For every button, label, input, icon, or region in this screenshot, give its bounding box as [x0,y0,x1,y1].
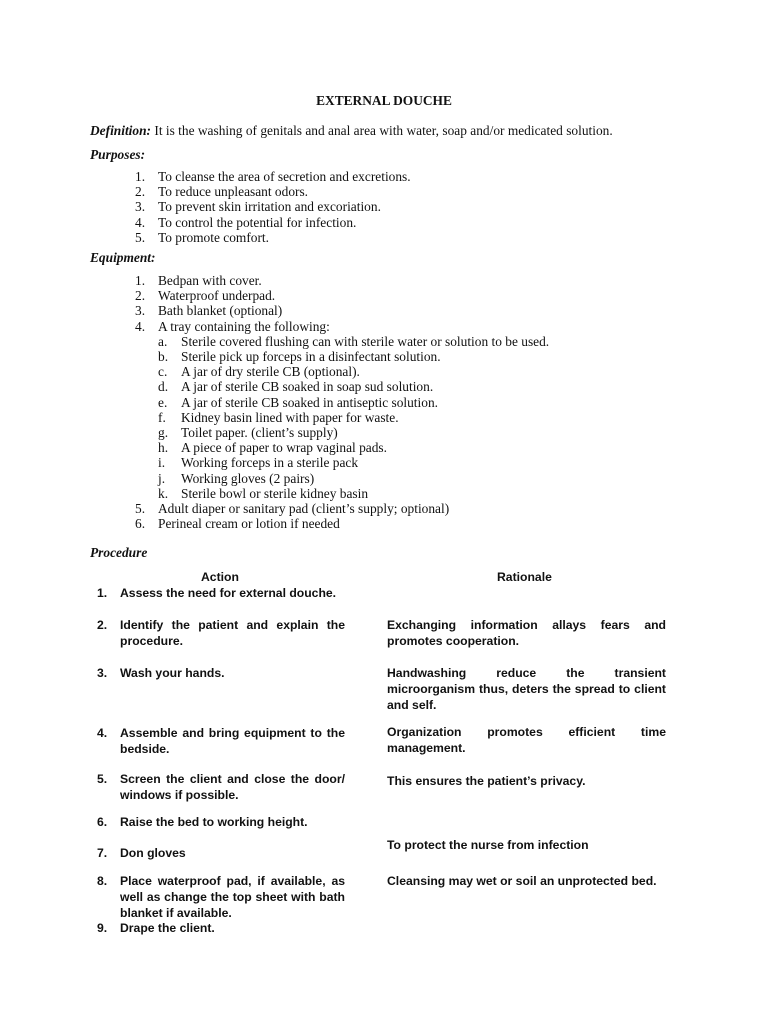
step-action-text: Place waterproof pad, if available, as well as change the top sheet with bath blanket if available. [120,874,345,920]
list-item [135,516,549,531]
step-action [97,585,345,601]
list-item [135,273,549,288]
item-number: 5. [135,501,146,517]
step-action-text: Wash your hands. [120,666,225,680]
list-item [158,455,549,470]
action-column-header: Action [201,570,239,584]
item-text: A jar of dry sterile CB (optional). [181,364,360,380]
step-action [97,920,345,936]
definition-paragraph [90,123,710,138]
step-rationale: To protect the nurse from infection [387,838,589,852]
item-text: To control the potential for infection. [158,214,357,230]
item-text: Toilet paper. (client’s supply) [181,425,338,441]
step-action [97,814,345,830]
step-action-text: Drape the client. [120,921,215,935]
list-item [135,501,549,516]
item-number: 4. [135,318,146,334]
list-item [135,230,411,245]
list-item [158,364,549,379]
step-number: 9. [97,921,108,935]
step-action-text: Screen the client and close the door/ windows if possible. [120,772,345,802]
item-number: 3. [135,303,146,319]
definition-text: It is the washing of genitals and anal area with water, soap and/or medicated solution. [151,123,613,138]
item-text: A jar of sterile CB soaked in antiseptic solution. [181,394,438,410]
list-item [158,471,549,486]
step-action-text: Don gloves [120,846,186,860]
list-item [135,319,549,334]
item-letter: e. [158,394,168,410]
item-text: A piece of paper to wrap vaginal pads. [181,440,387,456]
list-item [135,184,411,199]
item-text: To reduce unpleasant odors. [158,184,309,200]
list-item [135,303,549,318]
list-item [158,410,549,425]
item-number: 6. [135,516,146,532]
list-item [158,486,549,501]
item-letter: g. [158,425,169,441]
step-action-text: Raise the bed to working height. [120,815,308,829]
step-action-text: Identify the patient and explain the procedure. [120,618,345,648]
item-number: 4. [135,214,146,230]
item-text: Sterile pick up forceps in a disinfectant solution. [181,349,441,365]
step-number: 3. [97,666,108,680]
item-text: Bedpan with cover. [158,273,262,288]
item-text: Adult diaper or sanitary pad (client’s supply; optional) [158,501,450,517]
step-number: 5. [97,772,108,786]
item-letter: c. [158,364,168,380]
item-text: Working forceps in a sterile pack [181,455,359,471]
item-text: To cleanse the area of secretion and excretions. [158,169,411,184]
step-number: 8. [97,874,108,888]
item-text: To prevent skin irritation and excoriation. [158,199,381,215]
step-number: 6. [97,815,108,829]
item-text: A tray containing the following: [158,318,330,334]
step-rationale: Cleansing may wet or soil an unprotected bed. [387,874,657,888]
list-item [158,425,549,440]
procedure-heading: Procedure [90,545,148,560]
item-letter: k. [158,485,169,501]
list-item [135,288,549,303]
item-text: Working gloves (2 pairs) [181,470,315,486]
list-item [158,334,549,349]
definition-label: Definition: [90,123,152,138]
list-item [158,395,549,410]
step-action [97,845,345,861]
item-text: Bath blanket (optional) [158,303,283,319]
list-item [158,440,549,455]
step-action [97,617,345,649]
item-letter: f. [158,409,166,425]
item-number: 5. [135,229,146,245]
item-number: 2. [135,288,146,304]
step-number: 7. [97,846,108,860]
item-text: Sterile covered flushing can with sterile water or solution to be used. [181,333,550,349]
list-item [135,199,411,214]
equipment-list [135,273,549,531]
step-rationale: Organization promotes efficient time management. [387,725,666,755]
item-letter: h. [158,440,169,456]
item-text: Sterile bowl or sterile kidney basin [181,485,369,501]
item-number: 3. [135,199,146,215]
document-title: EXTERNAL DOUCHE [316,93,452,108]
tray-items-list [158,334,549,501]
step-action [97,771,345,803]
step-action [97,725,345,757]
list-item [135,169,411,184]
step-number: 1. [97,586,108,600]
item-letter: d. [158,379,169,395]
step-rationale: Handwashing reduce the transient microorganism thus, deters the spread to client and self. [387,666,666,712]
item-text: Perineal cream or lotion if needed [158,516,340,532]
item-letter: j. [158,470,166,486]
item-letter: b. [158,349,169,365]
step-action [97,873,345,921]
item-number: 1. [135,169,146,184]
step-rationale: This ensures the patient’s privacy. [387,774,586,788]
item-text: A jar of sterile CB soaked in soap sud solution. [181,379,434,395]
step-action [97,665,345,681]
item-number: 1. [135,273,146,288]
tray-sublist-container [135,334,549,501]
step-number: 2. [97,618,108,632]
step-action-text: Assemble and bring equipment to the bedside. [120,726,345,756]
purposes-list [135,169,411,245]
rationale-column-header: Rationale [497,570,552,584]
step-action-text: Assess the need for external douche. [120,586,337,600]
list-item [135,215,411,230]
step-number: 4. [97,726,108,740]
item-letter: i. [158,455,166,471]
item-number: 2. [135,184,146,200]
list-item [158,349,549,364]
purposes-heading: Purposes: [90,147,146,162]
list-item [158,379,549,394]
item-letter: a. [158,333,168,349]
item-text: To promote comfort. [158,229,269,245]
equipment-heading: Equipment: [90,250,156,265]
step-rationale: Exchanging information allays fears and promotes cooperation. [387,618,666,648]
item-text: Waterproof underpad. [158,288,276,304]
item-text: Kidney basin lined with paper for waste. [181,409,399,425]
